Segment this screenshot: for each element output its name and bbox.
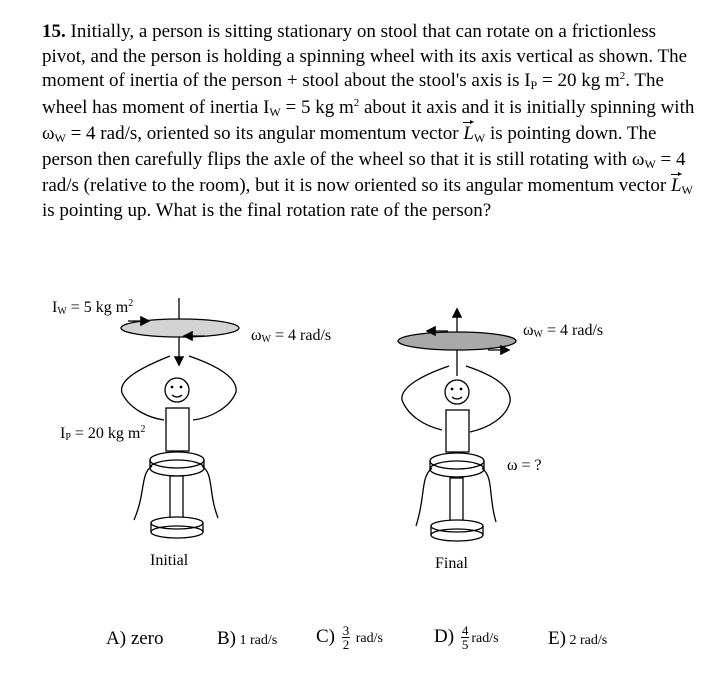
person-body [446,410,469,452]
caption-initial: Initial [150,552,189,569]
person-body [166,408,189,451]
person-legs [416,468,432,526]
fraction: $\frac{3}{2}$ [342,623,350,652]
initial-figure [121,298,239,538]
wheel-inertia-label: IW = 5 kg $m^2$ [52,298,134,317]
spinning-wheel-initial [121,319,239,337]
person-arms [402,366,449,430]
angular-momentum-vector-symbol: L [670,174,682,196]
fraction: $\frac{4}{5}$ [461,623,469,652]
angular-momentum-vector-symbol: L [463,123,474,145]
person-arms [189,356,236,420]
problem-number: 15. [42,21,66,42]
omega-unknown-label: ω = ? [507,457,542,474]
problem-text: 15. Initially, a person is sitting stationary on stool that can rotate on a frictionless pivot, and the person is holding a spinning wheel with its axis vertical as shown. The moment of inertia of the person + stool about the stool's axis is IP = 20 kg $m^2$. The wheel has moment of inertia IW = 5 kg $m^2$ about it axis and it is initially spinning with ωW = 4 rad/s, oriented so its angular momentum vector LW is pointing down. The person then carefully flips the axle of the wheel so that it is still rotating with ωW = 4 rad/s (relative to the room), but it is now oriented so its angular momentum vector LW is pointing up. What is the final rotation rate of the person? [42,21,695,222]
answer-choice-b[interactable]: B) 1 rad/s [217,628,278,649]
spinning-wheel-final [398,332,516,350]
person-head [165,378,189,402]
person-legs [202,466,218,518]
person-arms [466,366,510,432]
person-legs [482,468,496,522]
answer-choice-e[interactable]: E) 2 rad/s [548,628,608,649]
answer-choice-d[interactable]: D) $\frac{4}{5}$ rad/s [434,623,499,652]
stool-post [450,478,463,524]
person-head [445,380,469,404]
person-legs [134,466,152,520]
person-inertia-label: IP = 20 kg $m^2$ [60,424,146,443]
person-arms [122,356,170,420]
final-figure [398,310,516,541]
omega-final-label: ωW = 4 rad/s [523,322,604,340]
answer-choice-c[interactable]: C) $\frac{3}{2}$ rad/s [316,623,383,652]
omega-initial-label: ωW = 4 rad/s [251,327,332,345]
answer-choice-a[interactable]: A) zero [106,628,164,649]
stool-post [170,476,183,522]
caption-final: Final [435,555,468,572]
